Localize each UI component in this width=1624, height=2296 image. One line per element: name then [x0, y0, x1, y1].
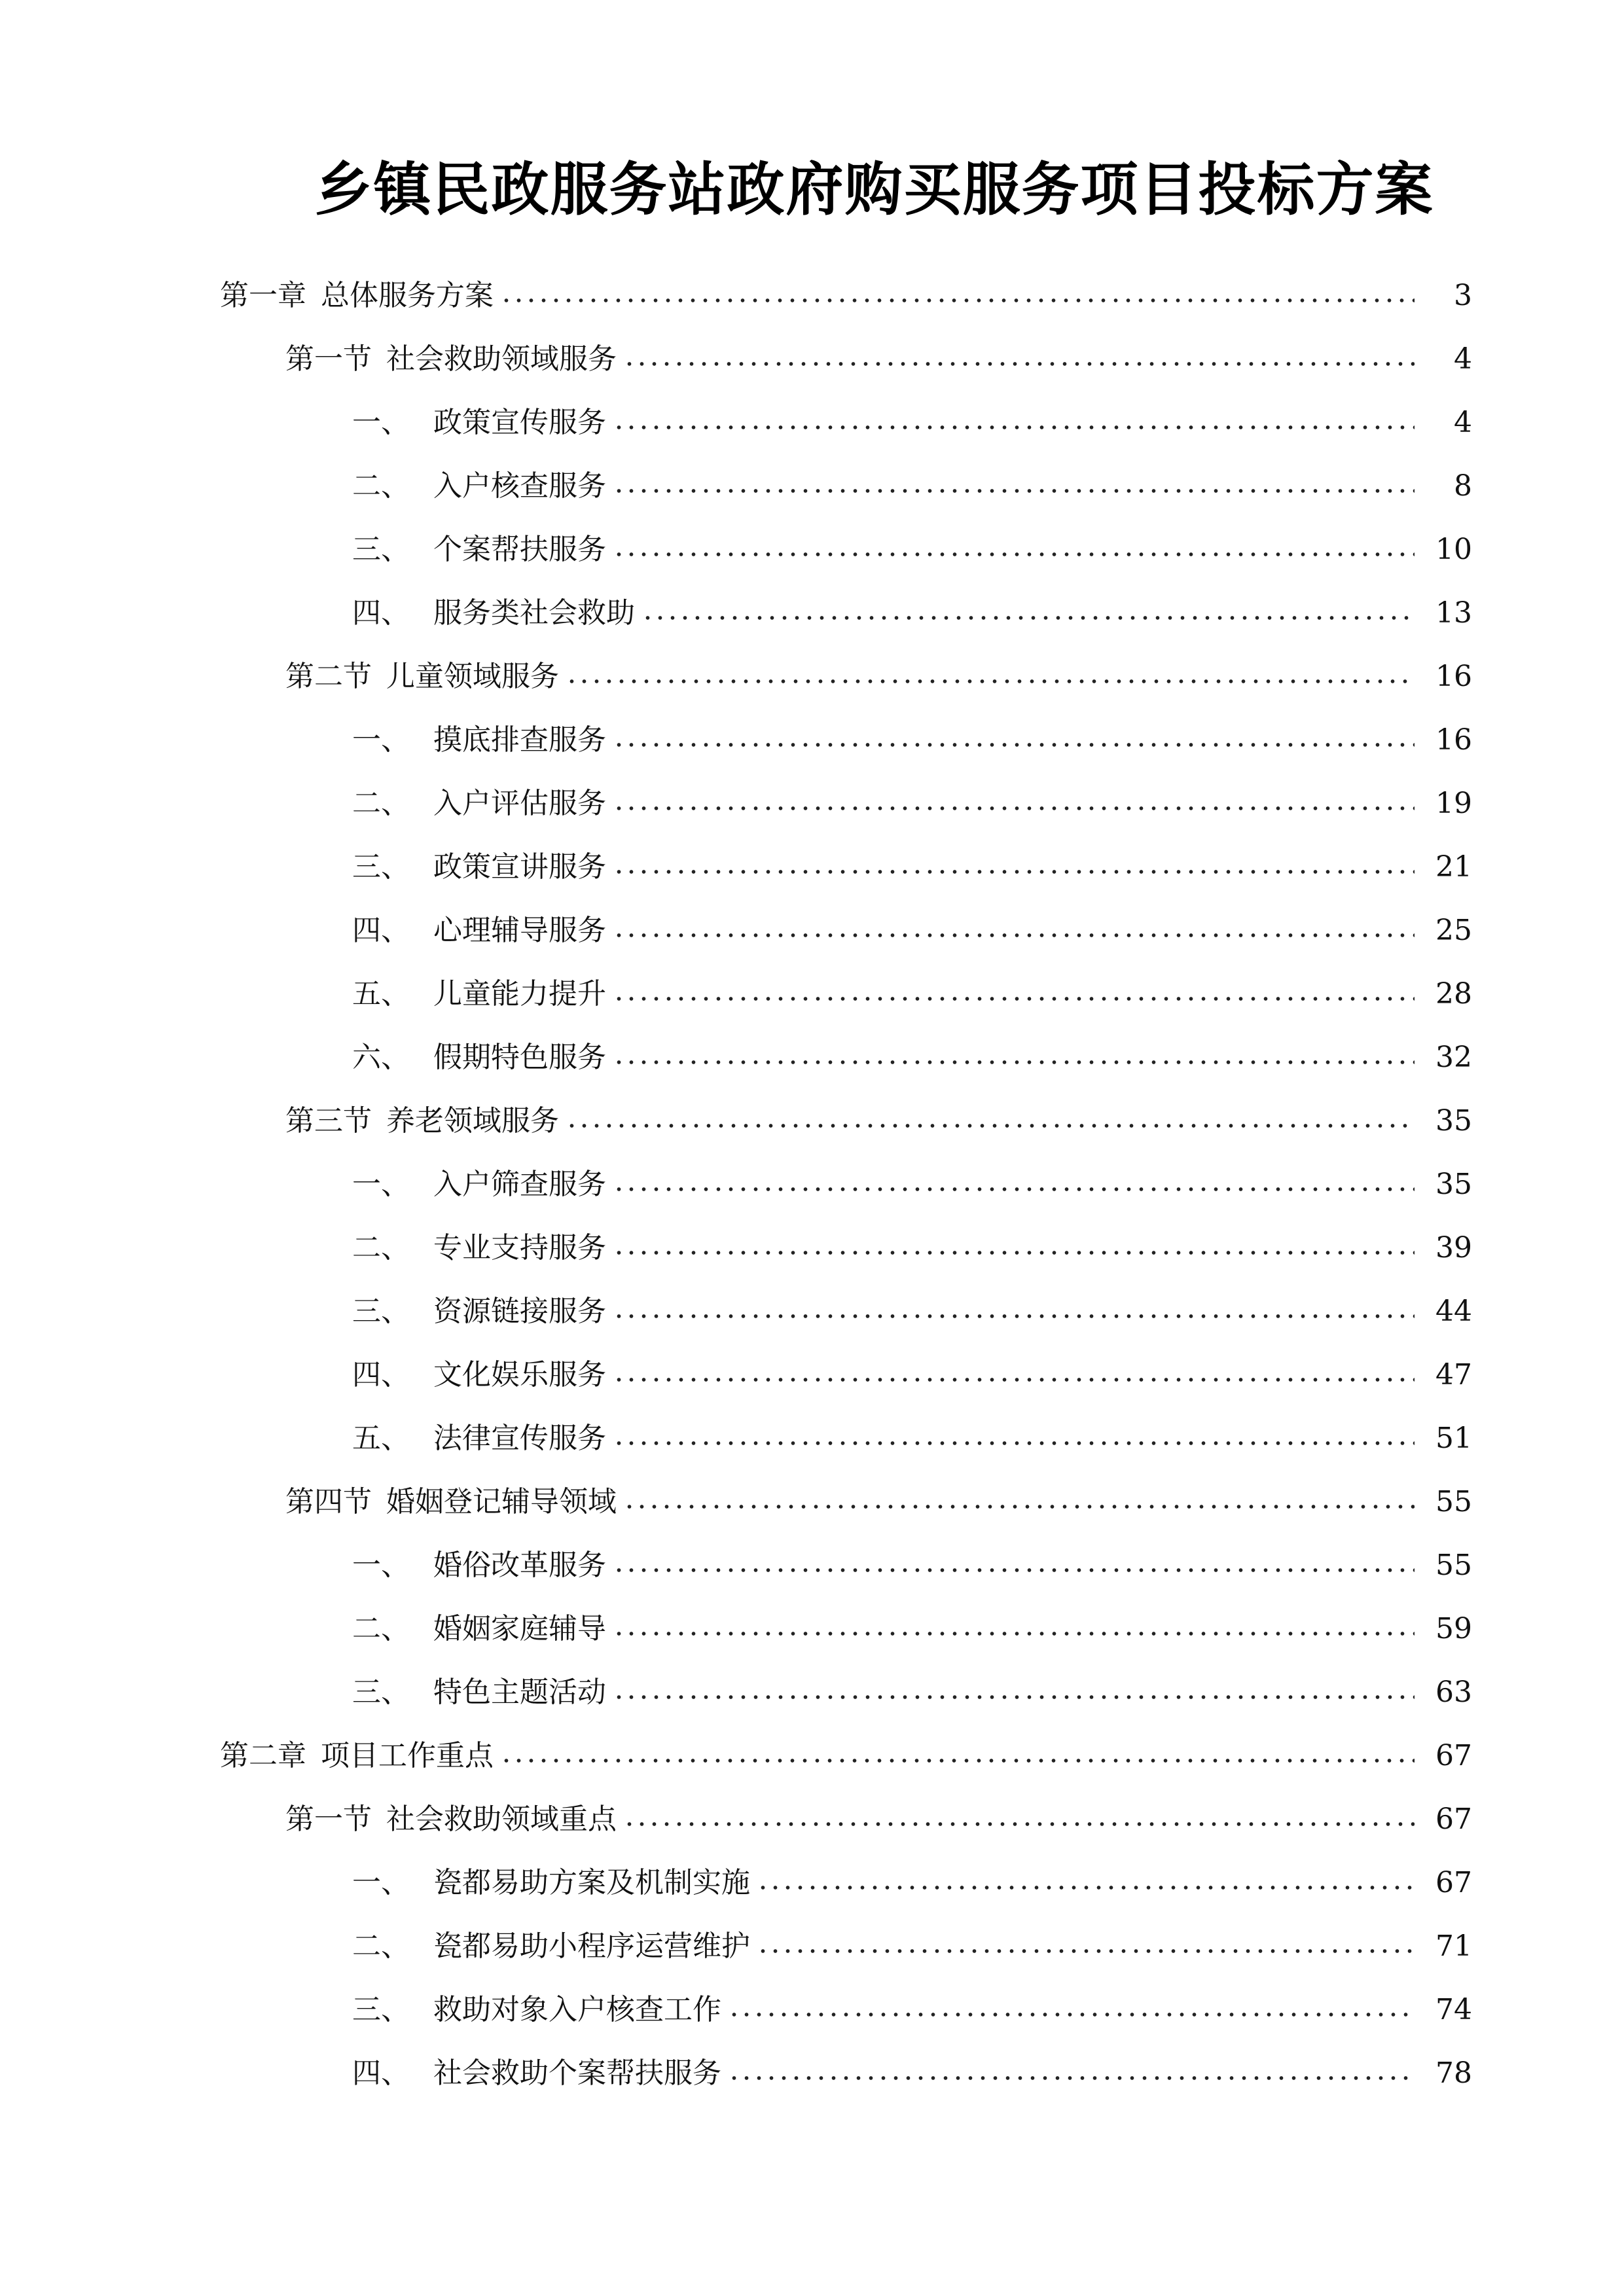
- toc-dot-leader: [728, 2011, 1415, 2018]
- toc-entry-number: 一、: [352, 1866, 410, 1899]
- toc-entry-title: [352, 1153, 606, 1216]
- toc-entry-label: 服务类社会救助: [433, 596, 635, 630]
- toc-entry[interactable]: [0, 1470, 1624, 1534]
- toc-dot-leader: [613, 1567, 1415, 1573]
- toc-page-number: 74: [1435, 1993, 1472, 2026]
- toc-page-number: 28: [1435, 977, 1472, 1011]
- toc-dot-leader: [613, 551, 1415, 558]
- toc-page-number: 39: [1435, 1231, 1472, 1265]
- toc-dot-leader: [613, 488, 1415, 494]
- toc-dot-leader: [613, 869, 1415, 875]
- toc-entry-title: [352, 454, 606, 518]
- toc-entry-number: 三、: [352, 1993, 410, 2026]
- toc-entry-title: [352, 1280, 606, 1343]
- toc-entry-label: 婚俗改革服务: [433, 1549, 606, 1582]
- toc-dot-leader: [613, 742, 1415, 748]
- toc-entry-title: [352, 1597, 606, 1660]
- toc-entry-number: 三、: [352, 533, 410, 566]
- toc-entry[interactable]: [0, 1089, 1624, 1153]
- toc-entry-title: [352, 962, 606, 1026]
- toc-entry-title: [285, 1089, 559, 1153]
- toc-entry-title: [352, 708, 606, 772]
- toc-entry-title: [352, 1978, 721, 2041]
- toc-dot-leader: [641, 615, 1415, 621]
- toc-page-number: 47: [1435, 1358, 1472, 1391]
- toc-entry[interactable]: [0, 1978, 1624, 2041]
- toc-entry-label: 社会救助领域重点: [386, 1803, 617, 1836]
- toc-entry[interactable]: [0, 899, 1624, 962]
- toc-dot-leader: [728, 2075, 1415, 2081]
- toc-dot-leader: [623, 1821, 1415, 1827]
- toc-dot-leader: [613, 996, 1415, 1002]
- toc-entry-number: 一、: [352, 1549, 410, 1582]
- document-title: 乡镇民政服务站政府购买服务项目投标方案: [314, 156, 1434, 223]
- toc-dot-leader: [757, 1884, 1415, 1891]
- toc-entry-number: 第三节: [285, 1104, 372, 1138]
- toc-entry-number: 四、: [352, 2056, 410, 2090]
- toc-page-number: 16: [1435, 723, 1472, 757]
- toc-entry-number: 二、: [352, 787, 410, 820]
- toc-entry-number: 第一节: [285, 342, 372, 376]
- toc-page-number: 8: [1454, 469, 1472, 503]
- toc-entry[interactable]: [0, 1660, 1624, 1724]
- toc-entry-title: [352, 1534, 606, 1597]
- toc-entry-label: 心理辅导服务: [433, 914, 606, 947]
- toc-page-number: 44: [1435, 1295, 1472, 1328]
- toc-entry[interactable]: [0, 772, 1624, 835]
- toc-entry-label: 婚姻登记辅导领域: [386, 1485, 617, 1518]
- toc-entry-number: 二、: [352, 469, 410, 503]
- toc-entry-title: [352, 2041, 721, 2105]
- toc-entry-number: 第一节: [285, 1803, 372, 1836]
- toc-entry-label: 政策宣讲服务: [433, 850, 606, 884]
- toc-page-number: 13: [1435, 596, 1472, 630]
- toc-page-number: 16: [1435, 660, 1472, 693]
- toc-entry-label: 入户评估服务: [433, 787, 606, 820]
- toc-page-number: 67: [1435, 1803, 1472, 1836]
- toc-entry-label: 养老领域服务: [386, 1104, 559, 1138]
- toc-entry-label: 特色主题活动: [433, 1676, 606, 1709]
- toc-dot-leader: [613, 1440, 1415, 1446]
- toc-entry[interactable]: [0, 1851, 1624, 1914]
- toc-page-number: 10: [1435, 533, 1472, 566]
- toc-entry-label: 摸底排查服务: [433, 723, 606, 757]
- toc-page-number: 3: [1454, 279, 1472, 312]
- toc-page-number: 35: [1435, 1104, 1472, 1138]
- toc-dot-leader: [757, 1948, 1415, 1954]
- toc-entry-label: 社会救助个案帮扶服务: [433, 2056, 721, 2090]
- toc-entry-label: 个案帮扶服务: [433, 533, 606, 566]
- toc-entry[interactable]: [0, 1153, 1624, 1216]
- toc-page-number: 63: [1435, 1676, 1472, 1709]
- toc-dot-leader: [613, 1313, 1415, 1319]
- toc-entry-number: 四、: [352, 1358, 410, 1391]
- toc-entry-label: 救助对象入户核查工作: [433, 1993, 721, 2026]
- toc-entry-number: 六、: [352, 1041, 410, 1074]
- toc-dot-leader: [500, 1757, 1415, 1764]
- toc-entry-label: 法律宣传服务: [433, 1422, 606, 1455]
- toc-entry-title: [352, 1407, 606, 1470]
- toc-entry[interactable]: [0, 645, 1624, 708]
- toc-entry-number: 二、: [352, 1612, 410, 1645]
- toc-entry-title: [352, 899, 606, 962]
- toc-entry[interactable]: [0, 708, 1624, 772]
- toc-entry-title: [220, 264, 494, 327]
- toc-entry-number: 二、: [352, 1929, 410, 1963]
- toc-entry-title: [352, 1851, 750, 1914]
- toc-entry-label: 总体服务方案: [321, 279, 494, 312]
- toc-entry[interactable]: [0, 391, 1624, 454]
- toc-page-number: 32: [1435, 1041, 1472, 1074]
- toc-page-number: 21: [1435, 850, 1472, 884]
- toc-dot-leader: [500, 297, 1415, 304]
- toc-entry-label: 文化娱乐服务: [433, 1358, 606, 1391]
- toc-entry-title: [352, 581, 635, 645]
- toc-entry[interactable]: [0, 1597, 1624, 1660]
- toc-entry-number: 二、: [352, 1231, 410, 1265]
- toc-entry-label: 假期特色服务: [433, 1041, 606, 1074]
- toc-entry-title: [352, 518, 606, 581]
- toc-page-number: 51: [1435, 1422, 1472, 1455]
- toc-entry[interactable]: [0, 581, 1624, 645]
- toc-entry-number: 第一章: [220, 279, 306, 312]
- toc-entry-label: 政策宣传服务: [433, 406, 606, 439]
- toc-entry-title: [285, 1470, 617, 1534]
- toc-page-number: 55: [1435, 1549, 1472, 1582]
- toc-entry-title: [352, 1026, 606, 1089]
- toc-entry[interactable]: [0, 1724, 1624, 1787]
- toc-entry[interactable]: [0, 1216, 1624, 1280]
- toc-page-number: 67: [1435, 1739, 1472, 1772]
- toc-dot-leader: [613, 932, 1415, 939]
- toc-entry-number: 五、: [352, 977, 410, 1011]
- toc-page-number: 71: [1435, 1929, 1472, 1963]
- toc-entry-label: 儿童能力提升: [433, 977, 606, 1011]
- toc-entry-number: 第二节: [285, 660, 372, 693]
- toc-entry-title: [285, 1787, 617, 1851]
- toc-page-number: 4: [1454, 406, 1472, 439]
- toc-entry-label: 婚姻家庭辅导: [433, 1612, 606, 1645]
- toc-page-number: 78: [1435, 2056, 1472, 2090]
- table-of-contents: [0, 264, 1624, 2105]
- toc-dot-leader: [566, 678, 1415, 685]
- toc-entry[interactable]: [0, 1280, 1624, 1343]
- toc-dot-leader: [613, 1186, 1415, 1193]
- toc-entry-title: [352, 772, 606, 835]
- toc-entry-number: 一、: [352, 1168, 410, 1201]
- toc-entry[interactable]: [0, 1787, 1624, 1851]
- toc-entry-label: 入户核查服务: [433, 469, 606, 503]
- toc-entry[interactable]: [0, 1026, 1624, 1089]
- toc-entry-label: 项目工作重点: [321, 1739, 494, 1772]
- toc-dot-leader: [623, 1503, 1415, 1510]
- toc-entry-number: 五、: [352, 1422, 410, 1455]
- toc-entry-label: 社会救助领域服务: [386, 342, 617, 376]
- toc-entry-number: 三、: [352, 1676, 410, 1709]
- toc-entry[interactable]: [0, 264, 1624, 327]
- toc-entry-label: 瓷都易助方案及机制实施: [433, 1866, 750, 1899]
- toc-page-number: 19: [1435, 787, 1472, 820]
- toc-entry-label: 儿童领域服务: [386, 660, 559, 693]
- toc-entry-title: [352, 1914, 750, 1978]
- toc-entry-title: [285, 327, 617, 391]
- toc-entry-label: 资源链接服务: [433, 1295, 606, 1328]
- toc-dot-leader: [613, 1059, 1415, 1066]
- toc-entry-title: [285, 645, 559, 708]
- toc-entry[interactable]: [0, 1407, 1624, 1470]
- toc-entry-title: [352, 1343, 606, 1407]
- toc-dot-leader: [613, 805, 1415, 812]
- toc-entry-number: 四、: [352, 596, 410, 630]
- toc-entry[interactable]: [0, 835, 1624, 899]
- toc-entry[interactable]: [0, 962, 1624, 1026]
- toc-dot-leader: [613, 424, 1415, 431]
- toc-page-number: 35: [1435, 1168, 1472, 1201]
- toc-entry-number: 三、: [352, 1295, 410, 1328]
- toc-entry-number: 四、: [352, 914, 410, 947]
- toc-page-number: 59: [1435, 1612, 1472, 1645]
- toc-dot-leader: [613, 1694, 1415, 1700]
- toc-page-number: 4: [1454, 342, 1472, 376]
- toc-entry[interactable]: [0, 1343, 1624, 1407]
- toc-page-number: 55: [1435, 1485, 1472, 1518]
- toc-entry[interactable]: [0, 2041, 1624, 2105]
- toc-entry-number: 一、: [352, 406, 410, 439]
- toc-entry[interactable]: [0, 1914, 1624, 1978]
- toc-dot-leader: [566, 1122, 1415, 1129]
- toc-entry-number: 第四节: [285, 1485, 372, 1518]
- toc-entry-title: [220, 1724, 494, 1787]
- toc-entry-number: 一、: [352, 723, 410, 757]
- toc-entry[interactable]: [0, 454, 1624, 518]
- toc-entry[interactable]: [0, 1534, 1624, 1597]
- toc-dot-leader: [623, 361, 1415, 367]
- toc-entry-label: 瓷都易助小程序运营维护: [433, 1929, 750, 1963]
- toc-entry-number: 第二章: [220, 1739, 306, 1772]
- toc-entry[interactable]: [0, 518, 1624, 581]
- toc-entry-label: 专业支持服务: [433, 1231, 606, 1265]
- toc-dot-leader: [613, 1249, 1415, 1256]
- toc-page-number: 25: [1435, 914, 1472, 947]
- toc-entry-title: [352, 835, 606, 899]
- toc-dot-leader: [613, 1630, 1415, 1637]
- toc-entry[interactable]: [0, 327, 1624, 391]
- toc-dot-leader: [613, 1376, 1415, 1383]
- toc-entry-title: [352, 391, 606, 454]
- toc-entry-label: 入户筛查服务: [433, 1168, 606, 1201]
- toc-entry-title: [352, 1660, 606, 1724]
- toc-entry-title: [352, 1216, 606, 1280]
- toc-entry-number: 三、: [352, 850, 410, 884]
- toc-page-number: 67: [1435, 1866, 1472, 1899]
